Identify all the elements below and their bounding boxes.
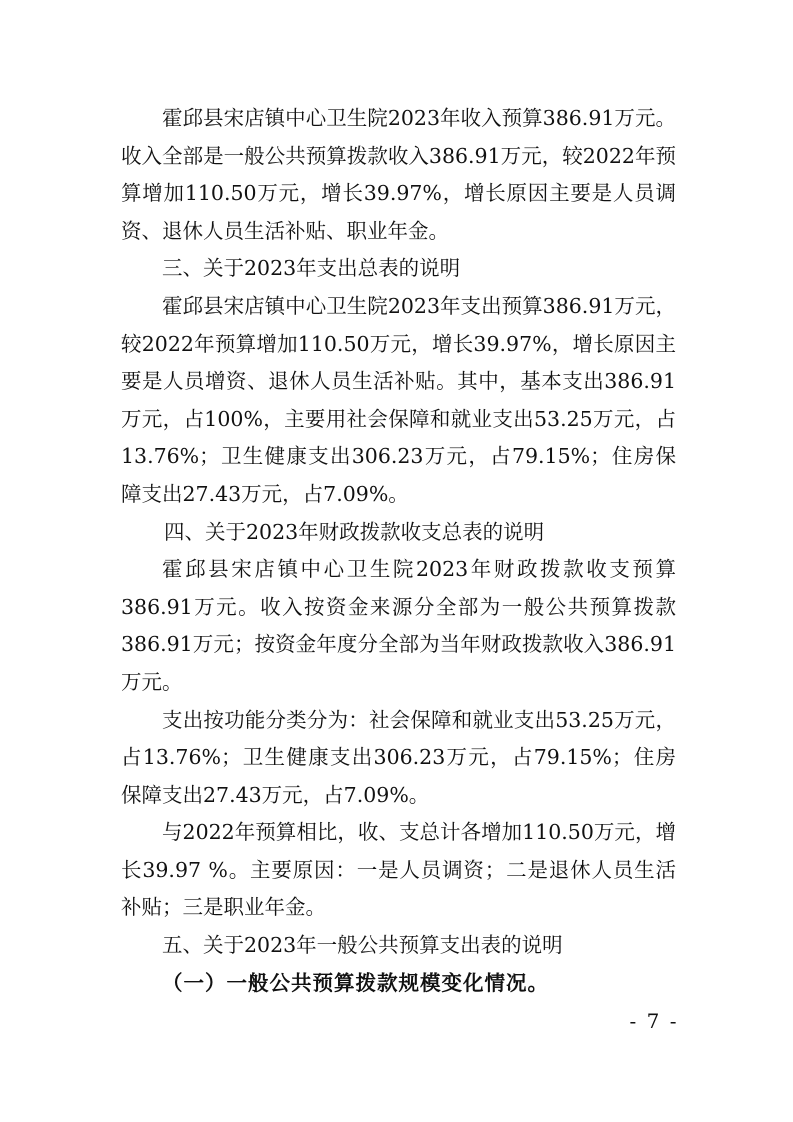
paragraph-year-comparison: 与2022年预算相比，收、支总计各增加110.50万元，增长39.97 %。主要原因：一是人员调资；二是退休人员生活补贴；三是职业年金。 bbox=[121, 820, 676, 920]
document-body bbox=[121, 100, 676, 1002]
heading-section-5: 五、关于2023年一般公共预算支出表的说明 bbox=[162, 933, 563, 958]
paragraph-functional-classification: 支出按功能分类分为：社会保障和就业支出53.25万元，占13.76%；卫生健康支出306.23万元，占79.15%；住房保障支出27.43万元，占7.09%。 bbox=[121, 707, 676, 807]
paragraph-income-budget: 霍邱县宋店镇中心卫生院2023年收入预算386.91万元。收入全部是一般公共预算拨款收入386.91万元，较2022年预算增加110.50万元，增长39.97%，增长原因主要是人员调资、退休人员生活补贴、职业年金。 bbox=[121, 106, 676, 243]
heading-section-4: 四、关于2023年财政拨款收支总表的说明 bbox=[164, 519, 545, 544]
heading-section-3: 三、关于2023年支出总表的说明 bbox=[162, 256, 461, 281]
paragraph-expenditure-budget: 霍邱县宋店镇中心卫生院2023年支出预算386.91万元，较2022年预算增加110.50万元，增长39.97%，增长原因主要是人员增资、退休人员生活补贴。其中，基本支出386.91万元，占100%，主要用社会保障和就业支出53.25万元，占13.76%；卫生健康支出306.23万元，占79.15%；住房保障支出27.43万元，占7.09%。 bbox=[121, 293, 676, 506]
subheading-scale-change: （一）一般公共预算拨款规模变化情况。 bbox=[162, 970, 549, 995]
paragraph-fiscal-appropriation: 霍邱县宋店镇中心卫生院2023年财政拨款收支预算386.91万元。收入按资金来源分全部为一般公共预算拨款386.91万元；按资金年度分全部为当年财政拨款收入386.91万元。 bbox=[121, 557, 676, 694]
page-number: - 7 - bbox=[629, 1009, 679, 1033]
